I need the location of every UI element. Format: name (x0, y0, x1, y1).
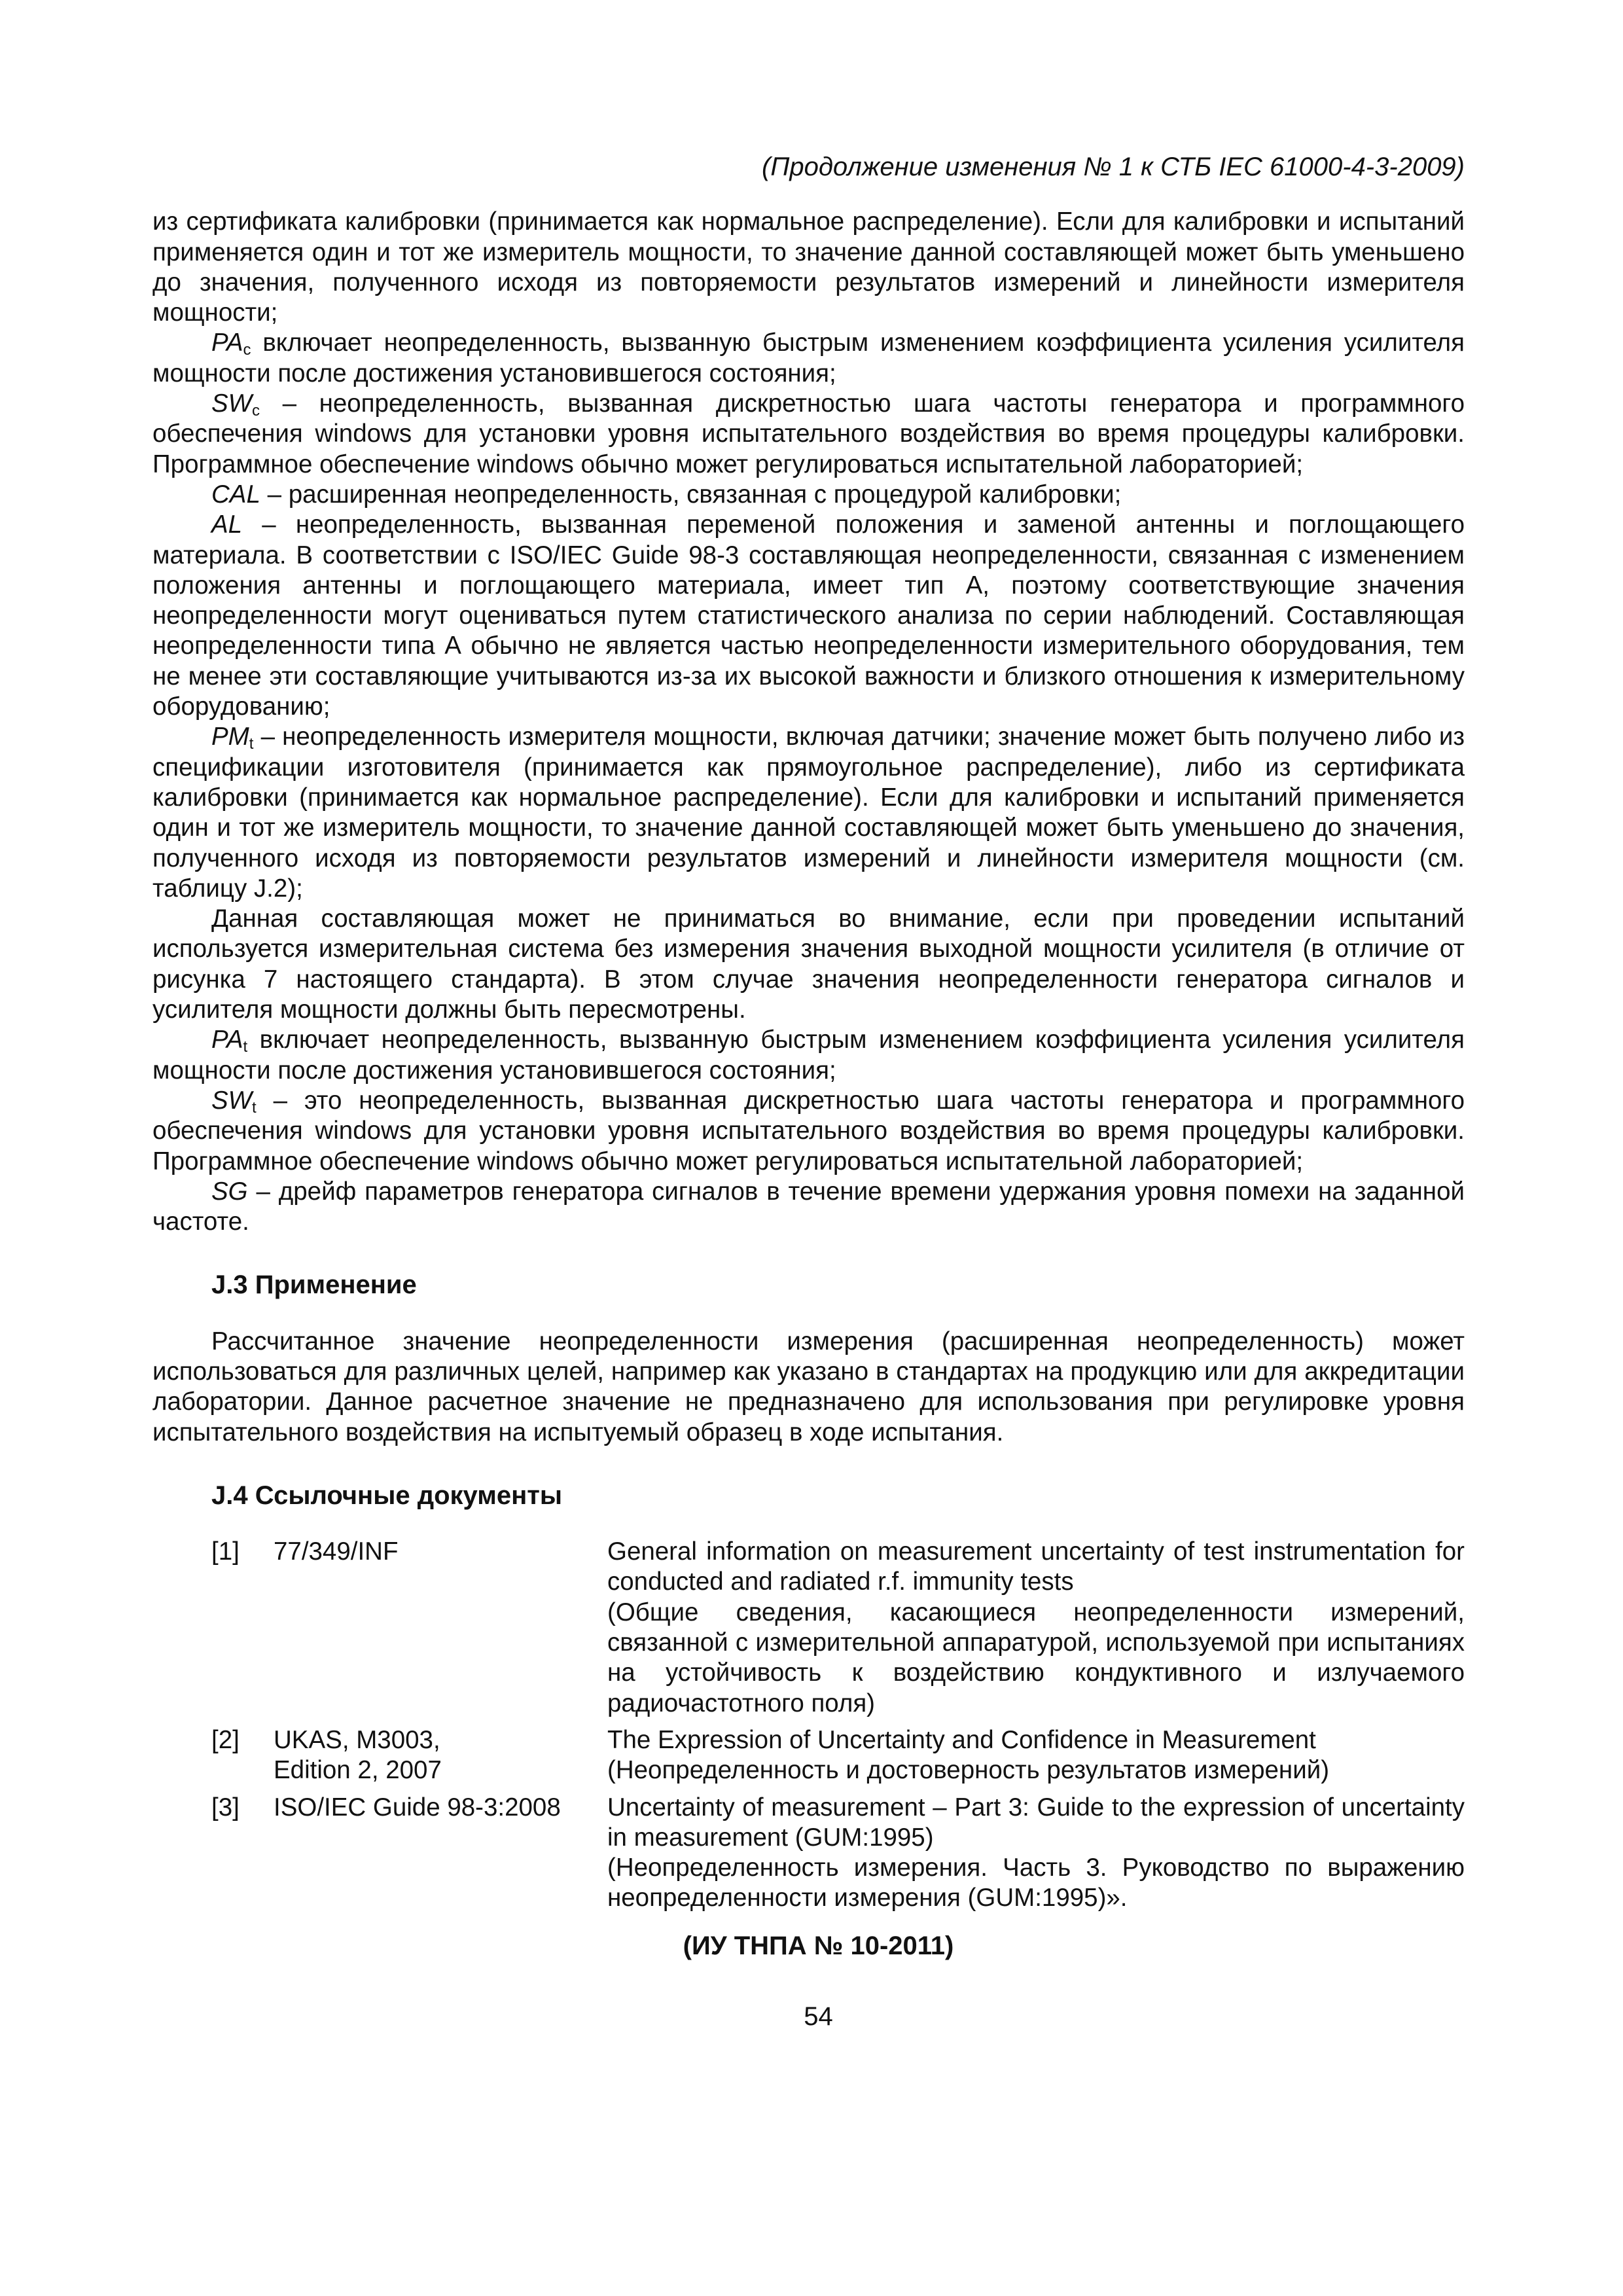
reference-description: Uncertainty of measurement – Part 3: Guide to the expression of uncertainty in measurement (GUM:1995) (Неопределенность измерения. Часть 3. Руководство по выражению неопределенности измерения (GUM:1995)». (607, 1793, 1465, 1912)
section-j3-text: Рассчитанное значение неопределенности измерения (расширенная неопределенность) может использоваться для различных целей, например как указано в стандартах на продукцию или для аккредитации лаборатории. Данное расчетное значение не предназначено для использования при регулировке уровня испытательного воздействия на испытуемый образец в ходе испытания. (152, 1327, 1465, 1446)
paragraph-swc: $SW_c$ – неопределенность, вызванная дискретностью шага частоты генератора и программного обеспечения windows для установки уровня испытательного воздействия во время процедуры калибровки. Программное обеспечение windows обычно может регулироваться испытательной лабораторией; (152, 389, 1465, 478)
reference-code: UKAS, M3003, Edition 2, 2007 (274, 1725, 442, 1785)
reference-item (152, 1537, 1465, 1719)
reference-number: [1] (211, 1537, 240, 1566)
paragraph-sg: SG – дрейф параметров генератора сигналов в течение времени удержания уровня помехи на заданной частоте. (152, 1177, 1465, 1236)
section-heading-j3: J.3 Применение (211, 1270, 417, 1300)
paragraph-pmt: $PM_t$ – неопределенность измерителя мощности, включая датчики; значение может быть получено либо из спецификации изготовителя (принимается как прямоугольное распределение), либо из сертификата калибровки (принимается как нормальное распределение). Если для калибровки и испытаний применяется один и тот же измеритель мощности, то значение данной составляющей может быть уменьшено до значения, полученного исходя из повторяемости результатов измерений и линейности измерителя мощности (см. таблицу J.2); (152, 723, 1465, 903)
reference-description: General information on measurement uncertainty of test instrumentation for conducted and radiated r.f. immunity tests (Общие сведения, касающиеся неопределенности измерений, связанной с измерительной аппаратурой, используемой при испытаниях на устойчивость к воздействию кондуктивного и излучаемого радиочастотного поля) (607, 1537, 1465, 1717)
paragraph-cal: CAL – расширенная неопределенность, связанная с процедурой калибровки; (211, 480, 1122, 509)
reference-number: [2] (211, 1725, 240, 1754)
page-number: 54 (804, 2002, 833, 2032)
paragraph-continuation: из сертификата калибровки (принимается как нормальное распределение). Если для калибровки и испытаний применяется один и тот же измеритель мощности, то значение данной составляющей может быть уменьшено до значения, полученного исходя из повторяемости результатов измерений и линейности измерителя мощности; (152, 207, 1465, 327)
paragraph-note: Данная составляющая может не приниматься во внимание, если при проведении испытаний используется измерительная система без измерения значения выходной мощности усилителя (в отличие от рисунка 7 настоящего стандарта). В этом случае значения неопределенности генератора сигналов и усилителя мощности должны быть пересмотрены. (152, 905, 1465, 1024)
section-heading-j4: J.4 Ссылочные документы (211, 1480, 563, 1510)
paragraph-swt: $SW_t$ – это неопределенность, вызванная дискретностью шага частоты генератора и программного обеспечения windows для установки уровня испытательного воздействия во время процедуры калибровки. Программное обеспечение windows обычно может регулироваться испытательной лабораторией; (152, 1086, 1465, 1175)
paragraph-pac: $PA_c$ включает неопределенность, вызванную быстрым изменением коэффициента усиления усилителя мощности после достижения установившегося состояния; (152, 329, 1465, 387)
reference-item (152, 1725, 1465, 1786)
document-page (152, 131, 1465, 2032)
reference-number: [3] (211, 1793, 240, 1821)
paragraph-pat: $PA_t$ включает неопределенность, вызванную быстрым изменением коэффициента усиления усилителя мощности после достижения установившегося состояния; (152, 1026, 1465, 1085)
reference-item (152, 1793, 1465, 1914)
paragraph-al: AL – неопределенность, вызванная переменой положения и заменой антенны и поглощающего материала. В соответствии с ISO/IEC Guide 98-3 составляющая неопределенности, связанная с изменением положения антенны и поглощающего материала, имеет тип А, поэтому соответствующие значения неопределенности могут оцениваться путем статистического анализа по серии наблюдений. Составляющая неопределенности типа А обычно не является частью неопределенности измерительного оборудования, тем не менее эти составляющие учитываются из-за их высокой важности и близкого отношения к измерительному оборудованию; (152, 511, 1465, 721)
reference-list (152, 1537, 1465, 1914)
page-header: (Продолжение изменения № 1 к СТБ IEC 61000-4-3-2009) (762, 152, 1465, 181)
document-footer-code: (ИУ ТНПА № 10-2011) (683, 1931, 954, 1960)
definitions-block (152, 207, 1465, 1237)
reference-description: The Expression of Uncertainty and Confidence in Measurement (Неопределенность и достоверность результатов измерений) (607, 1725, 1330, 1785)
reference-code: ISO/IEC Guide 98-3:2008 (274, 1793, 561, 1821)
reference-code: 77/349/INF (274, 1537, 399, 1566)
